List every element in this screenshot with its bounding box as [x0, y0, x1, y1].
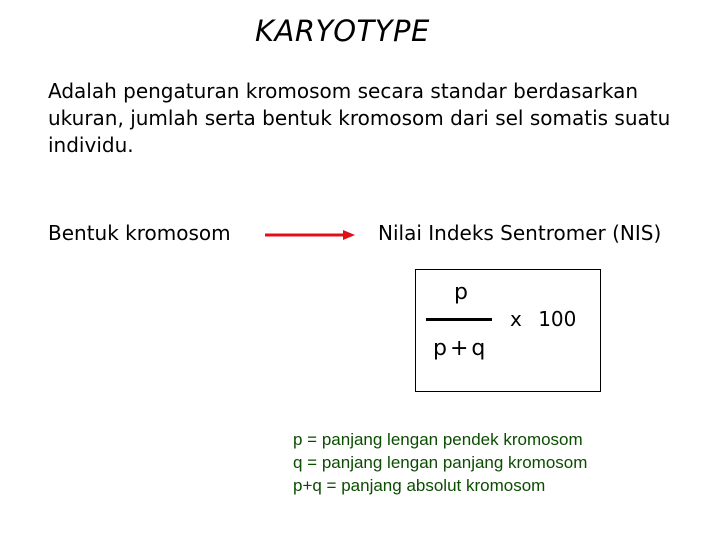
- nis-label: Nilai Indeks Sentromer (NIS): [378, 221, 662, 245]
- slide-title: KARYOTYPE: [255, 14, 430, 48]
- chromosome-shape-label: Bentuk kromosom: [48, 221, 231, 245]
- formula-numerator: p: [454, 280, 468, 305]
- definition-text: Adalah pengaturan kromosom secara standar berdasarkan ukuran, jumlah serta bentuk kromosom dari sel somatis suatu individu.: [48, 79, 671, 157]
- right-arrow-icon: [265, 227, 355, 243]
- legend-item-pq: p+q = panjang absolut kromosom: [293, 476, 546, 495]
- fraction-line: [426, 318, 492, 321]
- formula-multiplier: x 100: [510, 307, 577, 331]
- legend-item-p: p = panjang lengan pendek kromosom: [293, 430, 583, 449]
- formula-denominator: p+q: [433, 336, 489, 361]
- legend-item-q: q = panjang lengan panjang kromosom: [293, 453, 588, 472]
- legend: [293, 428, 587, 497]
